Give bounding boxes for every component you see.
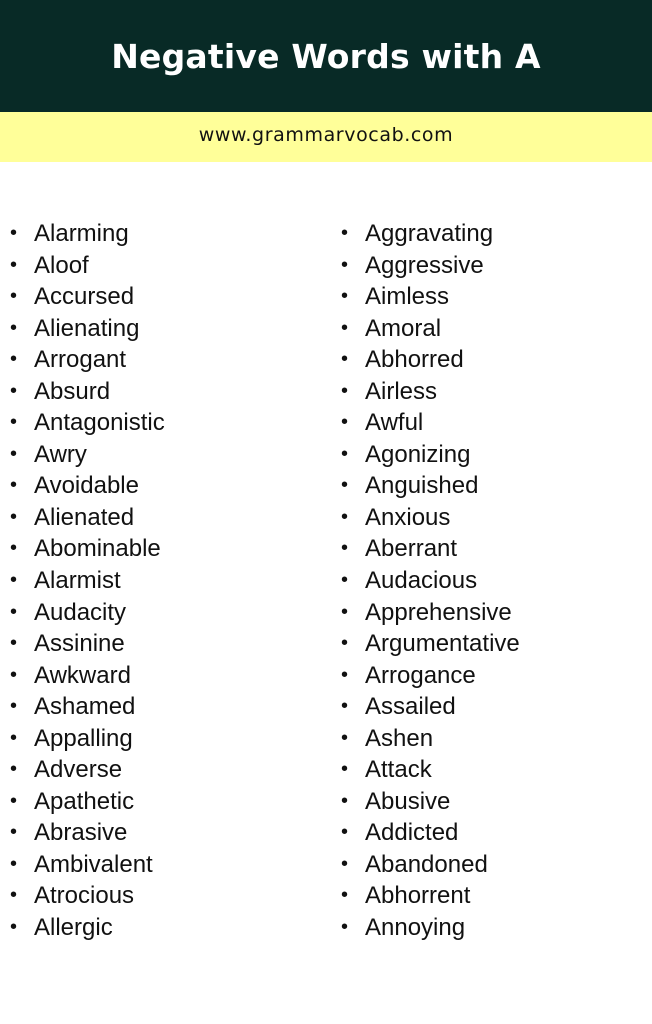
word-text: Awful (365, 409, 424, 437)
word-text: Aggressive (365, 251, 484, 279)
bullet-icon: • (341, 379, 349, 402)
word-text: Aberrant (365, 535, 458, 563)
bullet-icon: • (10, 537, 18, 560)
bullet-icon: • (341, 474, 349, 497)
word-text: Avoidable (34, 472, 139, 500)
bullet-icon: • (10, 285, 18, 308)
word-list-item (10, 597, 165, 629)
word-text: Arrogant (34, 346, 127, 374)
word-list-item (341, 218, 520, 250)
word-list-item (341, 407, 520, 439)
bullet-icon: • (341, 411, 349, 434)
word-text: Ambivalent (34, 850, 153, 878)
word-text: Anguished (365, 472, 479, 500)
word-list-item (341, 628, 520, 660)
bullet-icon: • (10, 726, 18, 749)
word-text: Airless (365, 377, 438, 405)
word-text: Awkward (34, 661, 131, 689)
bullet-icon: • (341, 758, 349, 781)
bullet-icon: • (10, 695, 18, 718)
word-list-item (341, 502, 520, 534)
word-list-item (10, 691, 165, 723)
header-banner (0, 0, 652, 112)
word-text: Atrocious (34, 882, 135, 910)
bullet-icon: • (10, 222, 18, 244)
word-text: Abhorred (365, 346, 464, 374)
word-text: Audacity (34, 598, 127, 626)
bullet-icon: • (10, 411, 18, 434)
word-text: Aggravating (365, 220, 494, 247)
word-list-item (10, 660, 165, 692)
word-list-item (10, 754, 165, 786)
bullet-icon: • (341, 348, 349, 371)
word-text: Awry (34, 440, 87, 468)
bullet-icon: • (10, 348, 18, 371)
bullet-icon: • (341, 632, 349, 655)
word-list-item (341, 723, 520, 755)
word-text: Alarming (34, 220, 129, 247)
word-list-item (10, 313, 165, 345)
bullet-icon: • (10, 442, 18, 465)
bullet-icon: • (341, 884, 349, 907)
word-list-item (341, 376, 520, 408)
word-list-item (341, 880, 520, 912)
word-text: Alienating (34, 314, 140, 342)
word-list-item (10, 281, 165, 313)
word-list-item (341, 691, 520, 723)
word-text: Agonizing (365, 440, 471, 468)
bullet-icon: • (10, 316, 18, 339)
word-text: Abusive (365, 787, 451, 815)
word-list-item (10, 849, 165, 881)
bullet-icon: • (341, 253, 349, 276)
bullet-icon: • (10, 505, 18, 528)
page-title: Negative Words with A (111, 36, 541, 76)
word-text: Accursed (34, 283, 135, 311)
website-url: www.grammarvocab.com (198, 124, 454, 146)
word-text: Abominable (34, 535, 161, 563)
word-list-item (10, 533, 165, 565)
word-text: Apathetic (34, 787, 135, 815)
bullet-icon: • (341, 505, 349, 528)
word-list-item (10, 880, 165, 912)
bullet-icon: • (341, 600, 349, 623)
word-list-item (341, 344, 520, 376)
word-text: Assinine (34, 630, 125, 658)
word-list-item (341, 597, 520, 629)
word-text: Abhorrent (365, 882, 471, 910)
url-banner (0, 112, 652, 162)
bullet-icon: • (10, 600, 18, 623)
bullet-icon: • (341, 695, 349, 718)
word-list-item (10, 565, 165, 597)
word-list-item (10, 407, 165, 439)
bullet-icon: • (10, 379, 18, 402)
word-list-item (10, 912, 165, 944)
bullet-icon: • (10, 821, 18, 844)
word-list-item (341, 470, 520, 502)
word-text: Ashen (365, 724, 434, 752)
word-list-item (341, 250, 520, 282)
word-list-item (10, 376, 165, 408)
bullet-icon: • (10, 632, 18, 655)
word-text: Attack (365, 756, 432, 784)
word-text: Arrogance (365, 661, 476, 689)
word-text: Abrasive (34, 819, 128, 847)
word-list-item (10, 439, 165, 471)
word-list-item (341, 439, 520, 471)
bullet-icon: • (10, 789, 18, 812)
word-list-item (341, 565, 520, 597)
word-list-item (10, 628, 165, 660)
word-text: Audacious (365, 567, 478, 595)
word-list-item (10, 218, 165, 250)
word-text: Aimless (365, 283, 450, 311)
word-list-item (10, 817, 165, 849)
bullet-icon: • (10, 852, 18, 875)
bullet-icon: • (10, 569, 18, 592)
word-list-item (10, 723, 165, 755)
bullet-icon: • (341, 789, 349, 812)
word-list-item (341, 912, 520, 944)
bullet-icon: • (10, 253, 18, 276)
word-list-item (341, 313, 520, 345)
word-text: Aloof (34, 251, 89, 279)
bullet-icon: • (341, 726, 349, 749)
bullet-icon: • (341, 316, 349, 339)
word-list-right (341, 218, 520, 944)
bullet-icon: • (341, 537, 349, 560)
word-text: Annoying (365, 914, 466, 942)
bullet-icon: • (341, 569, 349, 592)
bullet-icon: • (10, 663, 18, 686)
word-text: Alarmist (34, 567, 121, 595)
word-list-item (10, 344, 165, 376)
word-text: Anxious (365, 503, 451, 531)
word-text: Amoral (365, 314, 442, 342)
bullet-icon: • (10, 916, 18, 939)
bullet-icon: • (341, 852, 349, 875)
word-text: Allergic (34, 914, 113, 942)
word-list-item (341, 849, 520, 881)
word-list-item (341, 754, 520, 786)
bullet-icon: • (341, 821, 349, 844)
bullet-icon: • (341, 222, 349, 244)
word-list-item (10, 502, 165, 534)
word-list-item (10, 250, 165, 282)
word-text: Appalling (34, 724, 133, 752)
word-list-item (341, 786, 520, 818)
word-text: Addicted (365, 819, 459, 847)
bullet-icon: • (341, 663, 349, 686)
bullet-icon: • (341, 916, 349, 939)
bullet-icon: • (10, 884, 18, 907)
word-text: Adverse (34, 756, 123, 784)
word-text: Ashamed (34, 693, 136, 721)
word-list-item (10, 786, 165, 818)
word-text: Alienated (34, 503, 135, 531)
word-list-item (341, 533, 520, 565)
bullet-icon: • (341, 442, 349, 465)
word-list-item (10, 470, 165, 502)
word-list-item (341, 281, 520, 313)
word-text: Antagonistic (34, 409, 165, 437)
bullet-icon: • (10, 474, 18, 497)
word-text: Absurd (34, 377, 111, 405)
word-text: Argumentative (365, 630, 520, 658)
bullet-icon: • (341, 285, 349, 308)
word-text: Abandoned (365, 850, 488, 878)
word-list-item (341, 660, 520, 692)
word-list-item (341, 817, 520, 849)
word-list-left (10, 218, 165, 944)
word-text: Apprehensive (365, 598, 512, 626)
bullet-icon: • (10, 758, 18, 781)
word-text: Assailed (365, 693, 456, 721)
